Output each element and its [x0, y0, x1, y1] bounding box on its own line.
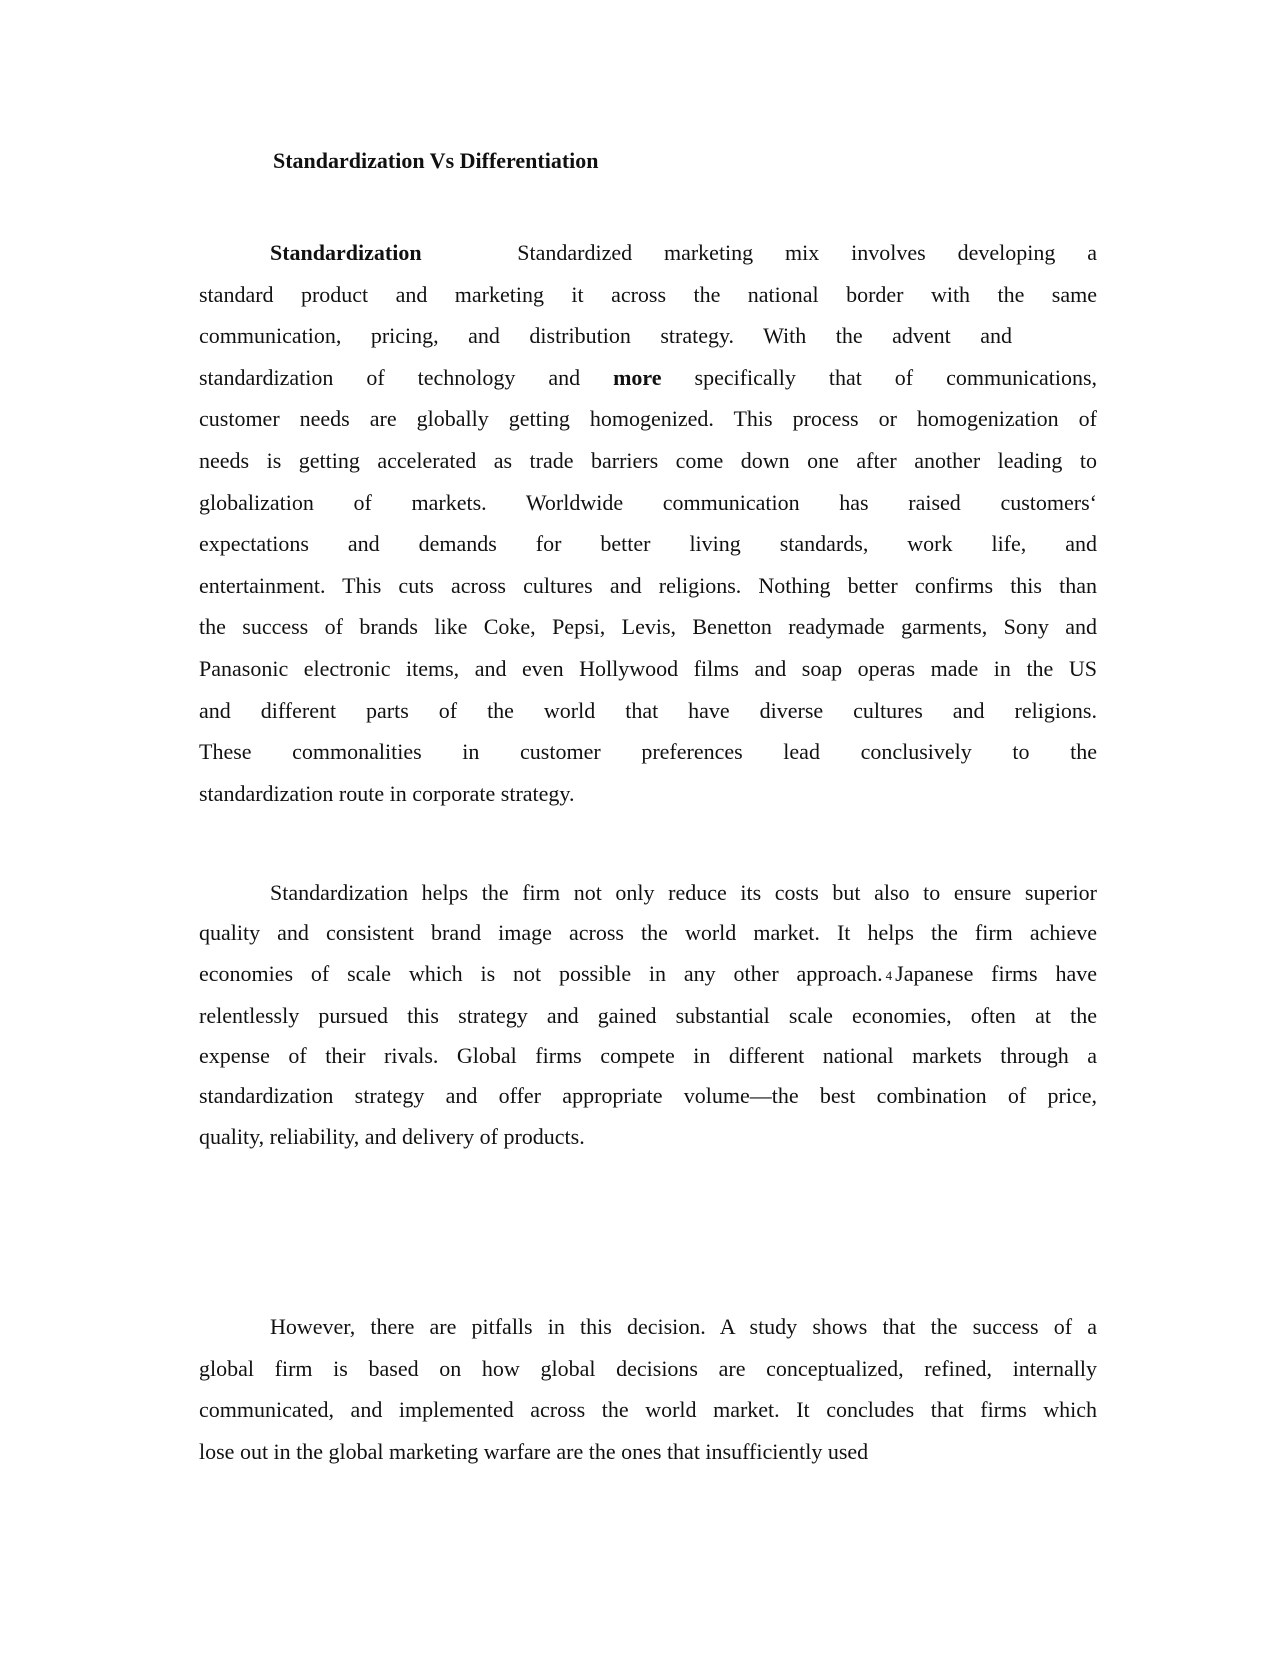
text-line: Standardization Standardized marketing mix involves developing a	[270, 240, 1097, 265]
text-line: standardization strategy and offer appropriate volume—the best combination of price,	[199, 1083, 1097, 1109]
paragraph-pitfalls	[199, 1306, 1097, 1472]
text-line: standardization route in corporate strategy.	[199, 780, 575, 806]
text-line: communicated, and implemented across the world market. It concludes that firms which	[199, 1397, 1097, 1423]
text-line: communication, pricing, and distribution strategy. With the advent and	[199, 323, 1012, 349]
text-line: standardization of technology and more specifically that of communications,	[199, 364, 1098, 390]
text-line: standard product and marketing it across the national border with the same	[199, 281, 1097, 307]
text-line: Standardization helps the firm not only reduce its costs but also to ensure superior	[270, 880, 1097, 905]
text-line: globalization of markets. Worldwide communication has raised customers‘	[199, 489, 1097, 515]
text-line: economies of scale which is not possible in any other approach. 4 Japanese firms have	[199, 960, 1097, 986]
text-line: entertainment. This cuts across cultures and religions. Nothing better confirms this than	[199, 572, 1097, 598]
paragraph-standardization-benefits	[199, 873, 1097, 1157]
text-line: These commonalities in customer preferences lead conclusively to the	[199, 739, 1097, 765]
text-line: lose out in the global marketing warfare are the ones that insufficiently used	[199, 1438, 869, 1464]
text-line: global firm is based on how global decisions are conceptualized, refined, internally	[199, 1355, 1097, 1381]
text-line: expectations and demands for better living standards, work life, and	[199, 531, 1097, 557]
text-line: relentlessly pursued this strategy and gained substantial scale economies, often at the	[199, 1002, 1097, 1028]
bold-word: more	[613, 364, 662, 390]
footnote-reference: 4	[885, 967, 893, 983]
text-line: quality, reliability, and delivery of products.	[199, 1123, 585, 1149]
text-line: expense of their rivals. Global firms compete in different national markets through a	[199, 1043, 1097, 1069]
text-line: However, there are pitfalls in this decision. A study shows that the success of a	[270, 1314, 1097, 1339]
text-line: Panasonic electronic items, and even Hollywood films and soap operas made in the US	[199, 655, 1097, 681]
lead-term: Standardization	[270, 240, 422, 265]
text-line: needs is getting accelerated as trade barriers come down one after another leading to	[199, 447, 1097, 473]
text-line: and different parts of the world that have diverse cultures and religions.	[199, 697, 1097, 723]
document-title: Standardization Vs Differentiation	[273, 148, 599, 173]
text-line: quality and consistent brand image across the world market. It helps the firm achieve	[199, 920, 1097, 946]
text-line: customer needs are globally getting homogenized. This process or homogenization of	[199, 406, 1097, 432]
text-line: the success of brands like Coke, Pepsi, Levis, Benetton readymade garments, Sony and	[199, 614, 1097, 640]
paragraph-standardization-definition	[199, 232, 1097, 814]
